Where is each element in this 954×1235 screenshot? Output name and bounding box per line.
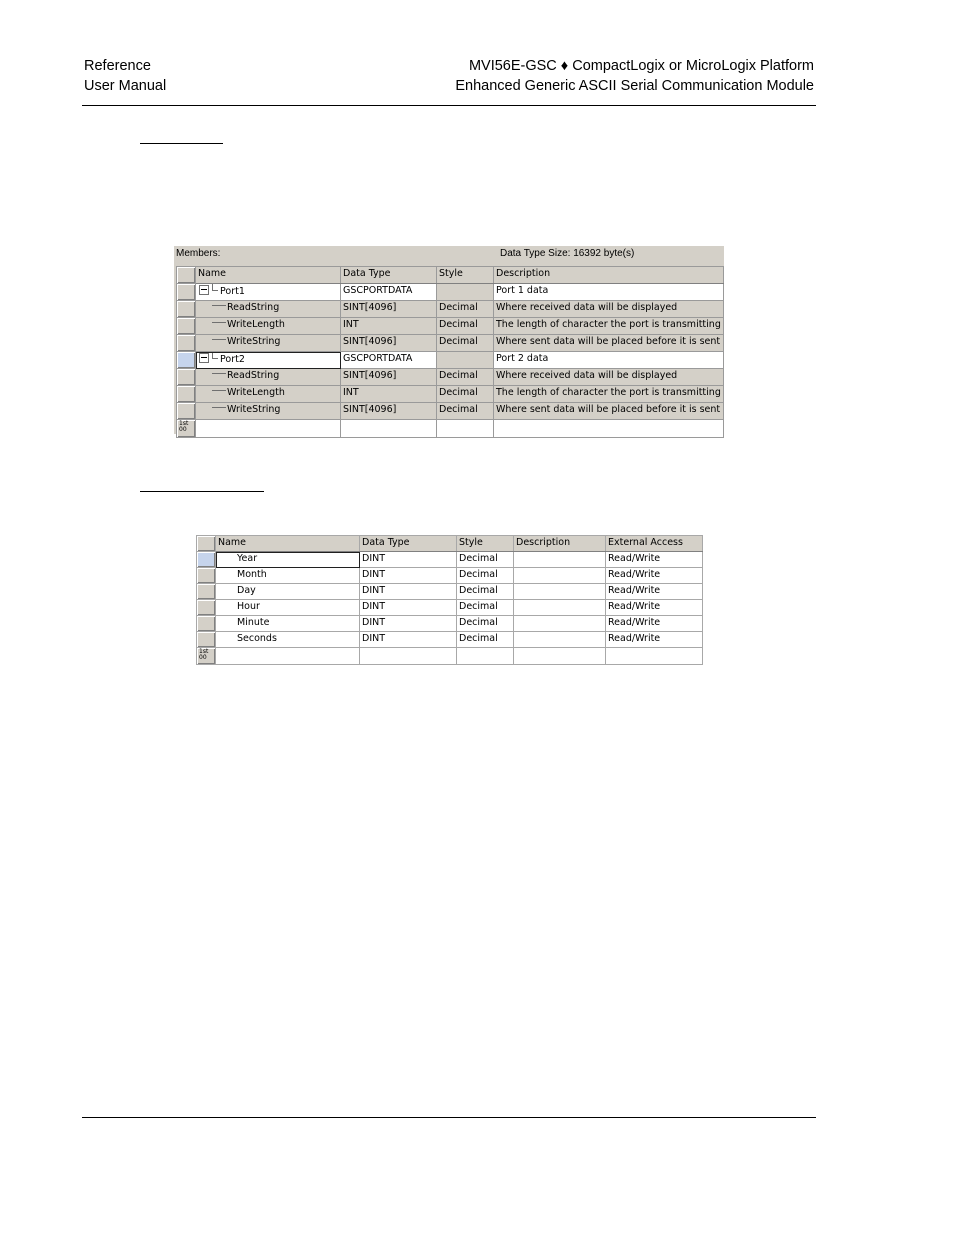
new-member-description[interactable] xyxy=(494,420,724,438)
member-description[interactable] xyxy=(514,616,606,632)
member-name: ReadString xyxy=(227,370,280,381)
member-name: Port1 xyxy=(220,286,245,297)
member-name-cell[interactable] xyxy=(196,301,341,318)
row-selector[interactable] xyxy=(177,301,196,318)
footer-divider xyxy=(82,1117,816,1118)
member-description[interactable]: Port 2 data xyxy=(494,352,724,369)
member-name-cell[interactable] xyxy=(196,369,341,386)
collapse-icon[interactable] xyxy=(199,285,209,295)
member-name: WriteLength xyxy=(227,319,285,330)
member-name: WriteString xyxy=(227,336,281,347)
member-data-type[interactable]: DINT xyxy=(360,584,457,600)
members-label: Members: xyxy=(176,248,221,259)
table-row[interactable] xyxy=(177,284,724,301)
member-name-cell[interactable] xyxy=(196,352,341,369)
new-member-data-type[interactable] xyxy=(360,648,457,665)
table-row[interactable] xyxy=(197,568,703,584)
column-header-external-access[interactable]: External Access xyxy=(606,536,703,552)
row-selector-current[interactable] xyxy=(177,352,196,369)
member-name-cell[interactable] xyxy=(196,403,341,420)
member-description[interactable] xyxy=(514,552,606,568)
member-name: ReadString xyxy=(227,302,280,313)
new-member-data-type[interactable] xyxy=(341,420,437,438)
member-data-type[interactable]: SINT[4096] xyxy=(341,335,437,352)
row-selector[interactable] xyxy=(177,369,196,386)
new-member-description[interactable] xyxy=(514,648,606,665)
member-data-type[interactable]: DINT xyxy=(360,600,457,616)
member-name[interactable]: Minute xyxy=(216,616,360,632)
member-description[interactable]: Where sent data will be placed before it is sent xyxy=(494,335,724,352)
tree-line-icon xyxy=(212,305,226,306)
member-style[interactable]: Decimal xyxy=(457,600,514,616)
table-row[interactable] xyxy=(177,369,724,386)
member-description[interactable]: Where received data will be displayed xyxy=(494,369,724,386)
member-description[interactable]: The length of character the port is transmitting xyxy=(494,318,724,335)
member-data-type[interactable]: INT xyxy=(341,318,437,335)
table-row[interactable] xyxy=(177,403,724,420)
members-grid-header xyxy=(177,267,724,284)
row-selector[interactable] xyxy=(177,403,196,420)
row-selector[interactable] xyxy=(197,584,216,600)
column-header-name[interactable]: Name xyxy=(196,267,341,284)
member-style[interactable]: Decimal xyxy=(457,616,514,632)
member-data-type[interactable]: GSCPORTDATA xyxy=(341,284,437,301)
table-row[interactable] xyxy=(197,600,703,616)
row-selector-header[interactable] xyxy=(177,267,196,284)
member-style[interactable]: Decimal xyxy=(437,369,494,386)
member-data-type[interactable]: DINT xyxy=(360,616,457,632)
table-row[interactable] xyxy=(197,552,703,568)
member-description[interactable] xyxy=(514,632,606,648)
member-external-access[interactable]: Read/Write xyxy=(606,552,703,568)
member-description[interactable]: The length of character the port is transmitting xyxy=(494,386,724,403)
member-name: WriteLength xyxy=(227,387,285,398)
tree-line-icon xyxy=(212,322,226,323)
table-row[interactable] xyxy=(177,335,724,352)
member-data-type[interactable]: SINT[4096] xyxy=(341,301,437,318)
member-style[interactable] xyxy=(437,352,494,369)
member-external-access[interactable]: Read/Write xyxy=(606,584,703,600)
row-selector-header[interactable] xyxy=(197,536,216,552)
member-data-type[interactable]: SINT[4096] xyxy=(341,403,437,420)
member-data-type[interactable]: DINT xyxy=(360,632,457,648)
member-external-access[interactable]: Read/Write xyxy=(606,616,703,632)
member-style[interactable]: Decimal xyxy=(437,318,494,335)
member-description[interactable] xyxy=(514,584,606,600)
time-grid-header xyxy=(197,536,703,552)
row-selector[interactable] xyxy=(197,600,216,616)
section-heading-underline-1 xyxy=(140,143,223,144)
column-header-style[interactable]: Style xyxy=(457,536,514,552)
column-header-name[interactable]: Name xyxy=(216,536,360,552)
member-name[interactable]: Seconds xyxy=(216,632,360,648)
member-style[interactable]: Decimal xyxy=(457,552,514,568)
table-row[interactable] xyxy=(197,616,703,632)
member-style[interactable]: Decimal xyxy=(457,584,514,600)
tree-line-icon xyxy=(212,390,226,391)
row-selector[interactable] xyxy=(197,632,216,648)
section-heading-underline-2 xyxy=(140,491,264,492)
member-description[interactable]: Where received data will be displayed xyxy=(494,301,724,318)
tree-line-icon xyxy=(212,373,226,374)
column-header-style[interactable]: Style xyxy=(437,267,494,284)
member-style[interactable] xyxy=(437,284,494,301)
new-member-style[interactable] xyxy=(457,648,514,665)
table-row[interactable] xyxy=(177,318,724,335)
member-name[interactable]: Month xyxy=(216,568,360,584)
header-divider xyxy=(82,105,816,106)
table-row[interactable] xyxy=(177,386,724,403)
header-right xyxy=(455,57,814,96)
table-row[interactable] xyxy=(197,632,703,648)
member-description[interactable]: Port 1 data xyxy=(494,284,724,301)
new-member-name[interactable] xyxy=(216,648,360,665)
column-header-description[interactable]: Description xyxy=(514,536,606,552)
new-member-external-access[interactable] xyxy=(606,648,703,665)
row-selector[interactable] xyxy=(197,568,216,584)
tree-line-icon xyxy=(212,407,226,408)
column-header-description[interactable]: Description xyxy=(494,267,724,284)
new-member-name[interactable] xyxy=(196,420,341,438)
member-style[interactable]: Decimal xyxy=(437,301,494,318)
header-doc-type: User Manual xyxy=(84,77,167,94)
new-member-style[interactable] xyxy=(437,420,494,438)
table-row[interactable] xyxy=(177,352,724,369)
table-row[interactable] xyxy=(177,301,724,318)
member-style[interactable]: Decimal xyxy=(437,386,494,403)
member-style[interactable]: Decimal xyxy=(437,335,494,352)
tree-line-icon xyxy=(212,339,226,340)
member-name-cell[interactable] xyxy=(196,386,341,403)
new-member-row[interactable] xyxy=(177,420,724,438)
new-row-icon[interactable]: 1st 00 xyxy=(177,420,196,438)
member-description[interactable] xyxy=(514,568,606,584)
member-style[interactable]: Decimal xyxy=(457,568,514,584)
member-description[interactable] xyxy=(514,600,606,616)
row-selector[interactable] xyxy=(197,616,216,632)
member-description[interactable]: Where sent data will be placed before it is sent xyxy=(494,403,724,420)
members-toolbar xyxy=(174,246,724,265)
row-selector-current[interactable] xyxy=(197,552,216,568)
member-external-access[interactable]: Read/Write xyxy=(606,568,703,584)
member-data-type[interactable]: SINT[4096] xyxy=(341,369,437,386)
new-member-row[interactable] xyxy=(197,648,703,665)
members-panel xyxy=(174,246,724,434)
header-product: MVI56E-GSC ♦ CompactLogix or MicroLogix Platform xyxy=(468,58,814,74)
member-external-access[interactable]: Read/Write xyxy=(606,600,703,616)
member-name: WriteString xyxy=(227,404,281,415)
tree-branch-icon xyxy=(212,284,218,291)
member-data-type[interactable]: INT xyxy=(341,386,437,403)
tree-branch-icon xyxy=(212,352,218,359)
member-data-type[interactable]: DINT xyxy=(360,568,457,584)
member-name[interactable]: Day xyxy=(216,584,360,600)
member-style[interactable]: Decimal xyxy=(437,403,494,420)
member-name[interactable]: Hour xyxy=(216,600,360,616)
row-selector[interactable] xyxy=(177,318,196,335)
member-name[interactable]: Year xyxy=(216,552,360,568)
collapse-icon[interactable] xyxy=(199,353,209,363)
row-selector[interactable] xyxy=(177,386,196,403)
row-selector[interactable] xyxy=(177,284,196,301)
header-module: Enhanced Generic ASCII Serial Communication Module xyxy=(455,77,814,94)
members-grid xyxy=(176,266,724,438)
row-selector[interactable] xyxy=(177,335,196,352)
header-section: Reference xyxy=(84,58,151,74)
member-name-cell[interactable] xyxy=(196,335,341,352)
member-data-type[interactable]: GSCPORTDATA xyxy=(341,352,437,369)
member-data-type[interactable]: DINT xyxy=(360,552,457,568)
table-row[interactable] xyxy=(197,584,703,600)
data-type-size-label: Data Type Size: 16392 byte(s) xyxy=(500,248,635,259)
new-row-icon[interactable]: 1st 00 xyxy=(197,648,216,665)
member-name-cell[interactable] xyxy=(196,284,341,301)
column-header-data-type[interactable]: Data Type xyxy=(360,536,457,552)
member-name: Port2 xyxy=(220,354,245,365)
header-left xyxy=(84,57,166,96)
member-style[interactable]: Decimal xyxy=(457,632,514,648)
member-external-access[interactable]: Read/Write xyxy=(606,632,703,648)
member-name-cell[interactable] xyxy=(196,318,341,335)
column-header-data-type[interactable]: Data Type xyxy=(341,267,437,284)
time-members-grid xyxy=(196,535,703,665)
